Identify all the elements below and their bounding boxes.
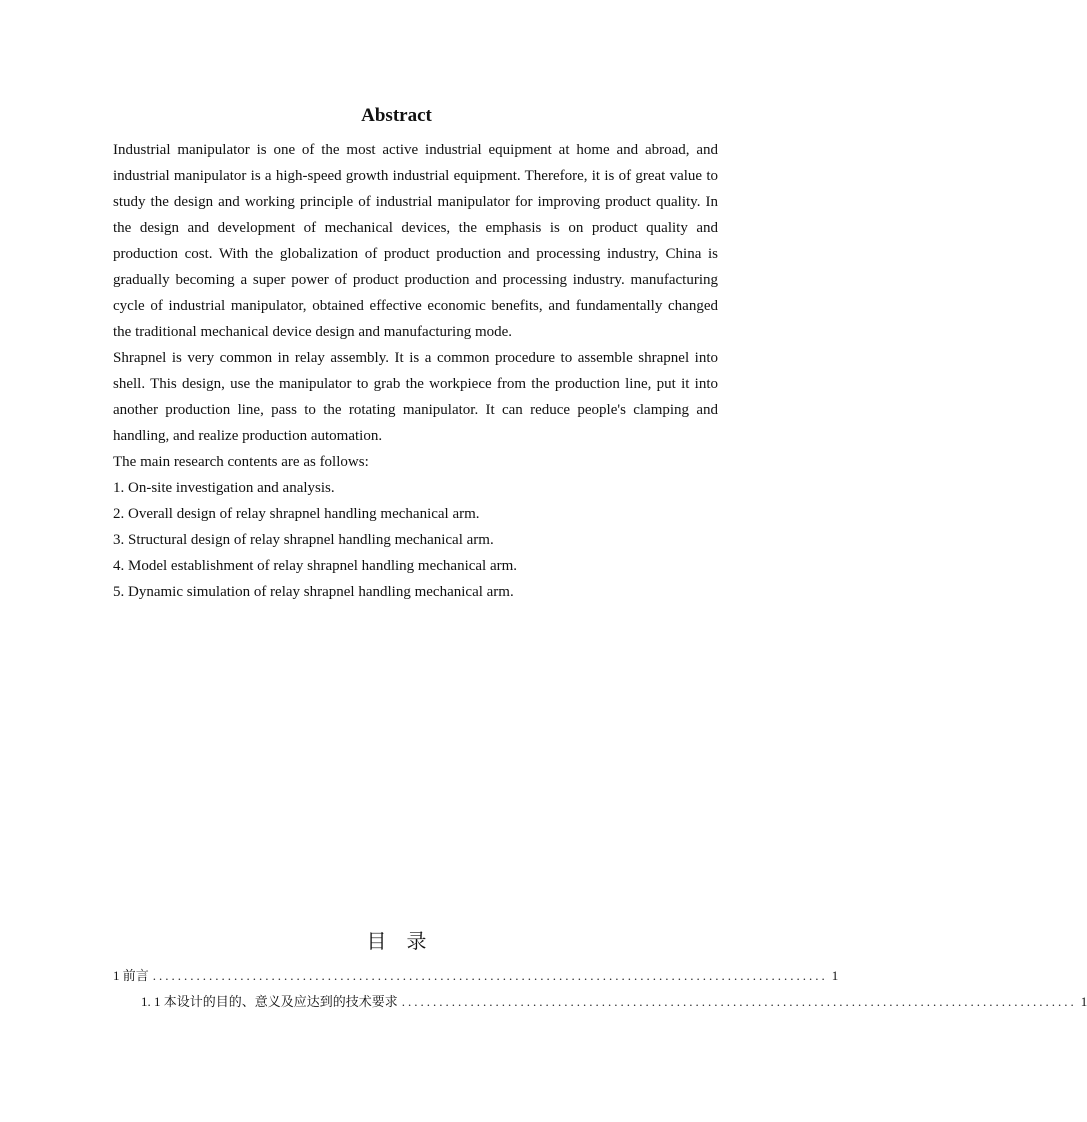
toc-entry-design-purpose[interactable] [141, 993, 1087, 1011]
contents-item: 4. Model establishment of relay shrapnel handling mechanical arm. [113, 558, 518, 574]
contents-item: 1. On-site investigation and analysis. [113, 480, 335, 496]
abstract-body [113, 137, 718, 605]
abstract-paragraph-2: Shrapnel is very common in relay assembly. It is a common procedure to assemble shrapnel into shell. This design, use the manipulator to grab the workpiece from the production line, put it into another production line, pass to the rotating manipulator. It can reduce people's clamping and handling, and realize production automation. [113, 350, 718, 444]
contents-intro: The main research contents are as follows: [113, 454, 369, 470]
toc-title-char: 录 [406, 931, 427, 953]
toc-entry-label: 1. 1 本设计的目的、意义及应达到的技术要求 [141, 994, 398, 1009]
toc-title-char: 目 [366, 931, 387, 953]
contents-item: 5. Dynamic simulation of relay shrapnel handling mechanical arm. [113, 584, 514, 600]
abstract-title: Abstract [361, 105, 432, 126]
toc-entry-page: 1 [1080, 994, 1087, 1009]
contents-item: 3. Structural design of relay shrapnel handling mechanical arm. [113, 532, 494, 548]
toc-entry-label: 1 前言 [113, 968, 149, 983]
contents-item: 2. Overall design of relay shrapnel handling mechanical arm. [113, 506, 480, 522]
toc-entry-foreword[interactable] [113, 967, 839, 985]
toc-leader-dots: ............................................................................................................ [401, 994, 1077, 1009]
toc-leader-dots: ............................................................................................................ [152, 968, 828, 983]
abstract-paragraph-1: Industrial manipulator is one of the most active industrial equipment at home and abroad, and industrial manipulator is a high-speed growth industrial equipment. Therefore, it is of great value to study the design and working principle of industrial manipulator for improving product quality. In the design and development of mechanical devices, the emphasis is on product quality and production cost. With the globalization of product production and processing industry, China is gradually becoming a super power of product production and processing industry. manufacturing cycle of industrial manipulator, obtained effective economic benefits, and fundamentally changed the traditional mechanical device design and manufacturing mode. [113, 142, 718, 340]
toc-title [0, 928, 793, 956]
toc-entry-page: 1 [831, 968, 839, 983]
